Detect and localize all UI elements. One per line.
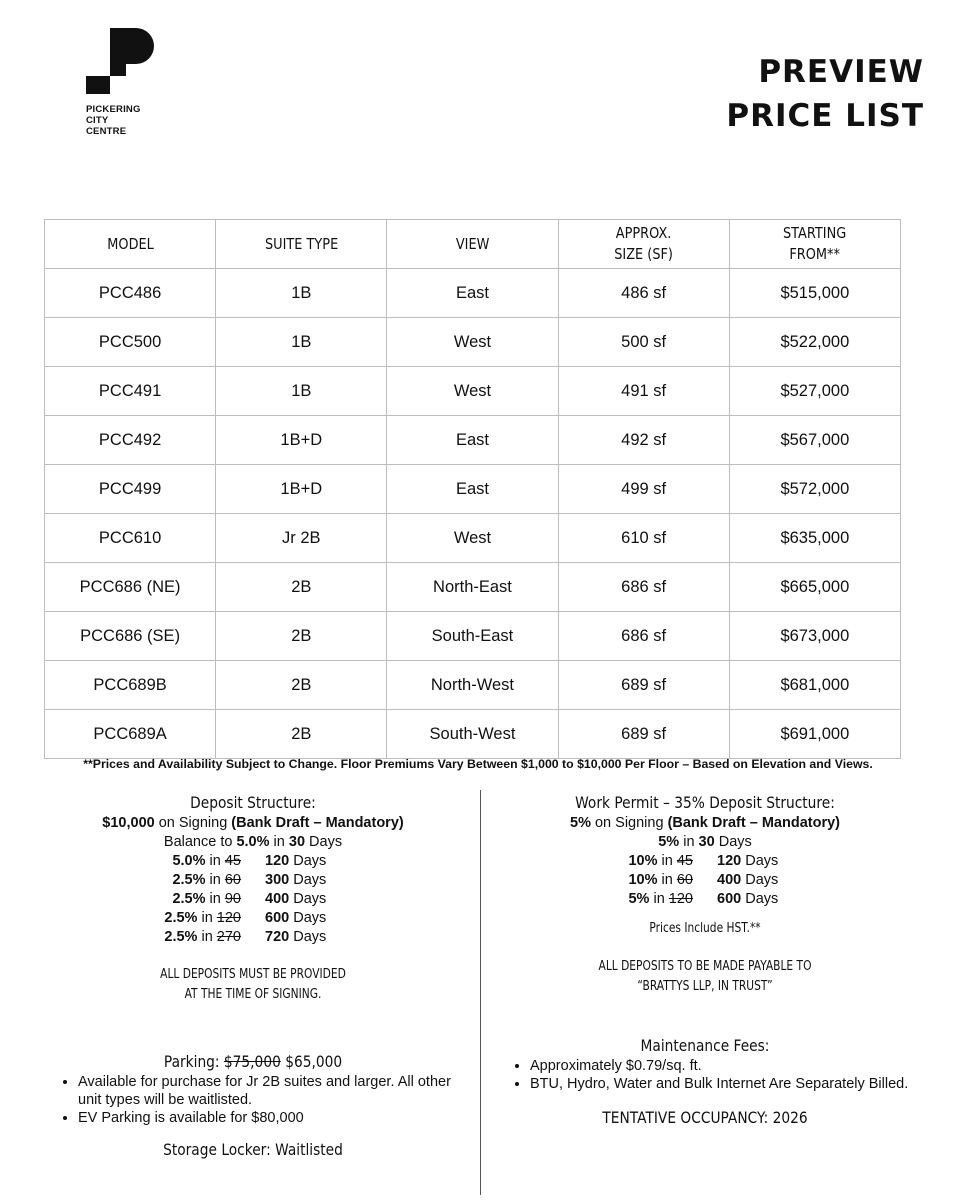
schedule-installment: 2.5% in 90 xyxy=(172,891,241,907)
cell-model: PCC686 (NE) xyxy=(45,563,216,612)
schedule-days: 600 Days xyxy=(265,910,327,926)
cell-suite-type: 2B xyxy=(216,563,387,612)
list-item: • Available for purchase for Jr 2B suites and larger. All other unit types will be waitlisted. xyxy=(78,1073,468,1109)
deposit-structure-section xyxy=(38,792,468,1161)
schedule-days: 720 Days xyxy=(265,929,327,945)
cell-view: East xyxy=(387,416,558,465)
cell-size: 689 sf xyxy=(558,661,729,710)
cell-view: West xyxy=(387,367,558,416)
header-view: VIEW xyxy=(399,220,546,269)
schedule-installment: 2.5% in 270 xyxy=(164,929,241,945)
maintenance-heading: Maintenance Fees: xyxy=(640,1036,770,1055)
list-item: • BTU, Hydro, Water and Bulk Internet Are Separately Billed. xyxy=(530,1075,920,1093)
price-table xyxy=(44,219,901,759)
cell-price: $665,000 xyxy=(729,563,900,612)
table-row xyxy=(45,318,901,367)
cell-model: PCC486 xyxy=(45,269,216,318)
cell-price: $515,000 xyxy=(729,269,900,318)
parking-list xyxy=(38,1073,468,1127)
brand-logo xyxy=(86,28,166,138)
table-header-row xyxy=(45,220,901,269)
cell-view: East xyxy=(387,465,558,514)
cell-size: 492 sf xyxy=(558,416,729,465)
work-permit-signing: 5% on Signing (Bank Draft – Mandatory) xyxy=(570,815,840,831)
table-row xyxy=(45,710,901,759)
page-title: PREVIEW PRICE LIST xyxy=(726,54,924,134)
deposit-balance: Balance to 5.0% in 30 Days xyxy=(163,834,343,850)
cell-suite-type: 2B xyxy=(216,612,387,661)
maintenance-list xyxy=(490,1057,920,1093)
cell-model: PCC686 (SE) xyxy=(45,612,216,661)
cell-view: West xyxy=(387,514,558,563)
schedule-installment: 10% in 60 xyxy=(628,872,693,888)
work-permit-second: 5% in 30 Days xyxy=(658,834,752,850)
table-row xyxy=(45,269,901,318)
schedule-days: 400 Days xyxy=(265,891,327,907)
cell-model: PCC689B xyxy=(45,661,216,710)
cell-suite-type: 1B+D xyxy=(216,416,387,465)
cell-model: PCC689A xyxy=(45,710,216,759)
storage-locker: Storage Locker: Waitlisted xyxy=(163,1140,343,1159)
cell-view: North-West xyxy=(387,661,558,710)
cell-price: $635,000 xyxy=(729,514,900,563)
cell-size: 686 sf xyxy=(558,563,729,612)
payable-notice: ALL DEPOSITS TO BE MADE PAYABLE TO “BRATTYS LLP, IN TRUST” xyxy=(598,959,812,994)
occupancy-note: TENTATIVE OCCUPANCY: 2026 xyxy=(602,1108,808,1127)
cell-size: 500 sf xyxy=(558,318,729,367)
list-item: • Approximately $0.79/sq. ft. xyxy=(530,1057,920,1075)
schedule-days: 120 Days xyxy=(265,853,327,869)
cell-view: South-East xyxy=(387,612,558,661)
cell-suite-type: 2B xyxy=(216,710,387,759)
cell-price: $567,000 xyxy=(729,416,900,465)
cell-size: 491 sf xyxy=(558,367,729,416)
cell-view: South-West xyxy=(387,710,558,759)
schedule-installment: 5% in 120 xyxy=(628,891,693,907)
table-row xyxy=(45,612,901,661)
cell-model: PCC491 xyxy=(45,367,216,416)
cell-view: North-East xyxy=(387,563,558,612)
cell-price: $673,000 xyxy=(729,612,900,661)
price-footnote: **Prices and Availability Subject to Change. Floor Premiums Vary Between $1,000 to $10,000 Per Floor – Based on Elevation and Views. xyxy=(83,757,873,771)
logo-p-mark xyxy=(86,28,156,98)
deposit-schedule xyxy=(38,852,468,947)
work-permit-heading: Work Permit – 35% Deposit Structure: xyxy=(575,793,835,812)
work-permit-section xyxy=(490,792,920,1129)
cell-suite-type: 1B+D xyxy=(216,465,387,514)
parking-heading: Parking: $75,000 $65,000 xyxy=(163,1052,343,1071)
cell-suite-type: 1B xyxy=(216,269,387,318)
deposit-heading: Deposit Structure: xyxy=(190,793,316,812)
schedule-installment: 2.5% in 120 xyxy=(164,910,241,926)
header-price: STARTING FROM** xyxy=(741,220,888,269)
deposit-notice: ALL DEPOSITS MUST BE PROVIDED AT THE TIME OF SIGNING. xyxy=(160,967,346,1002)
logo-wordmark: PICKERING CITY CENTRE xyxy=(86,104,141,137)
cell-price: $681,000 xyxy=(729,661,900,710)
cell-view: West xyxy=(387,318,558,367)
schedule-days: 400 Days xyxy=(717,872,779,888)
cell-model: PCC610 xyxy=(45,514,216,563)
schedule-days: 600 Days xyxy=(717,891,779,907)
schedule-installment: 5.0% in 45 xyxy=(172,853,241,869)
table-row xyxy=(45,563,901,612)
list-item: • EV Parking is available for $80,000 xyxy=(78,1109,468,1127)
cell-view: East xyxy=(387,269,558,318)
cell-suite-type: 1B xyxy=(216,367,387,416)
cell-price: $522,000 xyxy=(729,318,900,367)
cell-price: $572,000 xyxy=(729,465,900,514)
cell-size: 499 sf xyxy=(558,465,729,514)
header-size: APPROX. SIZE (SF) xyxy=(570,220,717,269)
cell-suite-type: Jr 2B xyxy=(216,514,387,563)
work-permit-schedule xyxy=(490,852,920,909)
table-row xyxy=(45,367,901,416)
column-divider xyxy=(480,790,481,1195)
schedule-days: 300 Days xyxy=(265,872,327,888)
cell-suite-type: 1B xyxy=(216,318,387,367)
table-row xyxy=(45,661,901,710)
cell-model: PCC499 xyxy=(45,465,216,514)
cell-size: 610 sf xyxy=(558,514,729,563)
cell-price: $527,000 xyxy=(729,367,900,416)
header-model: MODEL xyxy=(56,220,203,269)
schedule-installment: 2.5% in 60 xyxy=(172,872,241,888)
schedule-installment: 10% in 45 xyxy=(628,853,693,869)
cell-size: 486 sf xyxy=(558,269,729,318)
cell-price: $691,000 xyxy=(729,710,900,759)
schedule-days: 120 Days xyxy=(717,853,779,869)
table-row xyxy=(45,465,901,514)
table-row xyxy=(45,416,901,465)
deposit-signing: $10,000 on Signing (Bank Draft – Mandatory) xyxy=(102,815,404,831)
hst-note: Prices Include HST.** xyxy=(649,921,761,936)
cell-model: PCC492 xyxy=(45,416,216,465)
cell-model: PCC500 xyxy=(45,318,216,367)
cell-suite-type: 2B xyxy=(216,661,387,710)
cell-size: 689 sf xyxy=(558,710,729,759)
header-suite-type: SUITE TYPE xyxy=(228,220,375,269)
cell-size: 686 sf xyxy=(558,612,729,661)
table-row xyxy=(45,514,901,563)
